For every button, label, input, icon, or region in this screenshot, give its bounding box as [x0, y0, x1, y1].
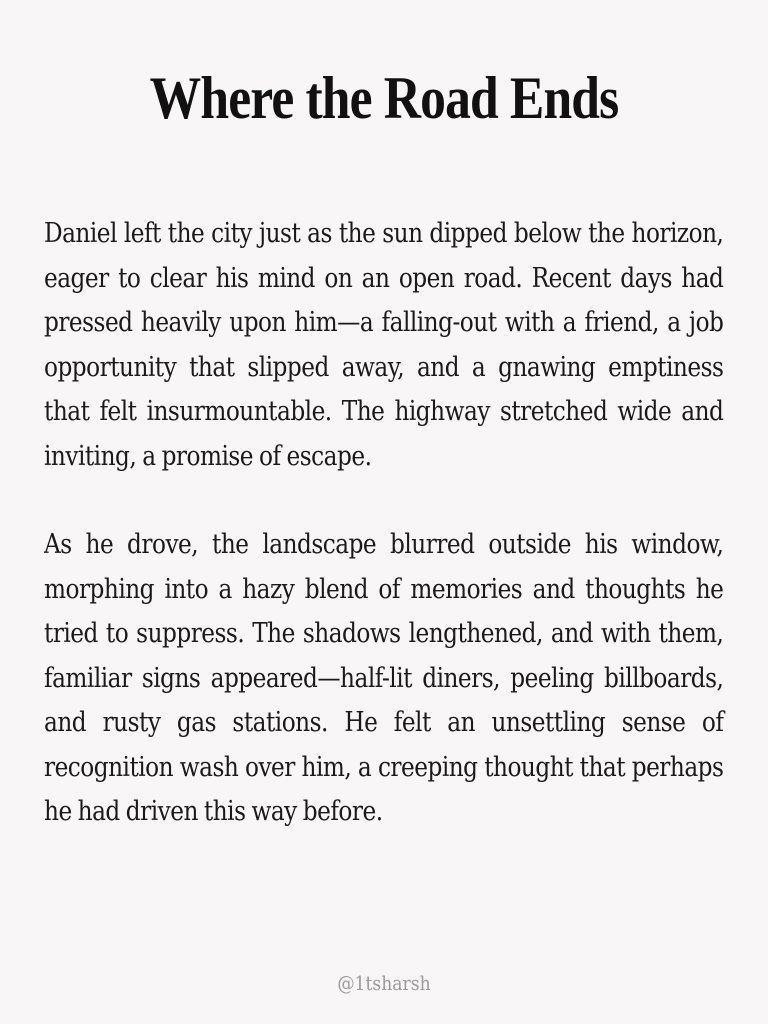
author-handle: @1tsharsh: [337, 971, 431, 995]
story-title: Where the Road Ends: [149, 65, 619, 131]
story-body: [44, 212, 724, 879]
story-paragraph-1: Daniel left the city just as the sun dipped below the horizon, eager to clear his mind on an open road. Recent days had pressed heavily upon him—a falling-out with a friend, a job opportunity that slipped away, and a gnawing emptiness that felt insurmountable. The highway stretched wide and inviting, a promise of escape.: [44, 218, 724, 472]
story-paragraph-2: As he drove, the landscape blurred outside his window, morphing into a hazy blend of memories and thoughts he tried to suppress. The shadows lengthened, and with them, familiar signs appeared—half-lit diners, peeling billboards, and rusty gas stations. He felt an unsettling sense of recognition wash over him, a creeping thought that perhaps he had driven this way before.: [44, 529, 724, 827]
story-text-block: [44, 212, 723, 835]
